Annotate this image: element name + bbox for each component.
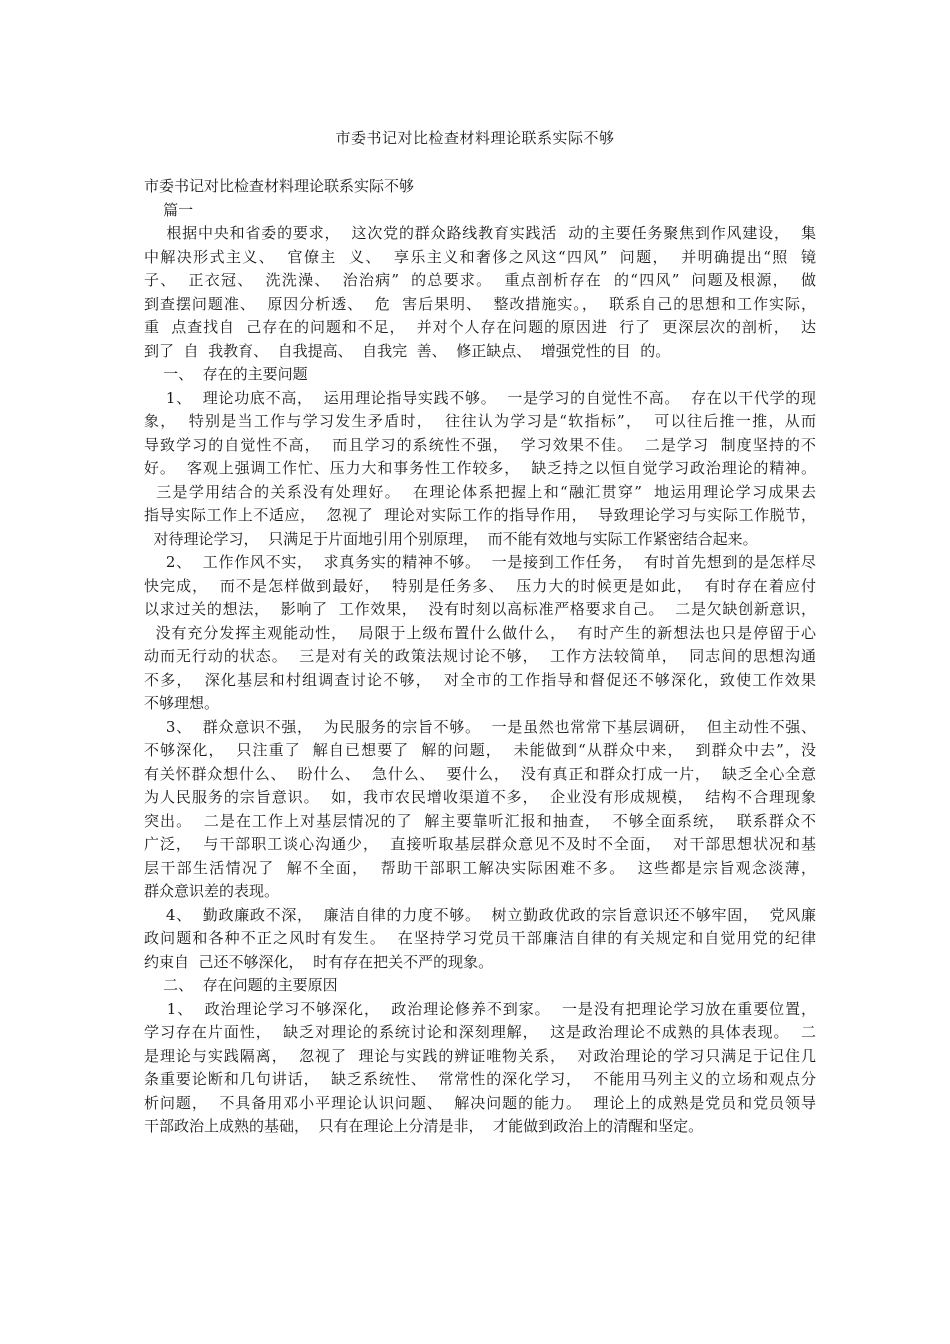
text-line: 1、 政治理论学习不够深化， 政治理论修养不到家。 一是没有把理论学习放在重要位置，	[144, 999, 816, 1018]
text-line: 子、 正衣冠、 洗洗澡、 治治病” 的总要求。 重点剖析存在 的“四风” 问题及根源， 做	[144, 271, 816, 289]
text-line: 篇一	[144, 200, 194, 219]
text-line: 重 点查找自 己存在的问题和不足， 并对个人存在问题的原因进 行了 更深层次的剖析， 达	[144, 318, 816, 336]
text-line: 学习存在片面性， 缺乏对理论的系统讨论和深刻理解， 这是政治理论不成熟的具体表现。 二	[144, 1023, 816, 1041]
text-line: 3、 群众意识不强， 为民服务的宗旨不够。 一是虽然也常常下基层调研， 但主动性不强、	[144, 717, 816, 736]
text-line: 快完成， 而不是怎样做到最好， 特别是任务多、 压力大的时候更是如此， 有时存在着应付	[144, 576, 816, 595]
text-line: 根据中央和省委的要求， 这次党的群众路线教育实践活 动的主要任务聚焦到作风建设， 集	[144, 224, 816, 242]
text-line: 突出。 二是在工作上对基层情况的了 解主要靠听汇报和抽查， 不够全面系统， 联系群众不	[144, 811, 816, 830]
text-line: 有关怀群众想什么、 盼什么、 急什么、 要什么， 没有真正和群众打成一片， 缺乏全心全意	[144, 764, 816, 783]
text-line: 对待理论学习， 只满足于片面地引用个别原理， 而不能有效地与实际工作紧密结合起来。	[144, 529, 758, 548]
text-line: 1、 理论功底不高， 运用理论指导实践不够。 一是学习的自觉性不高。 存在以干代学的现	[144, 388, 816, 407]
text-line: 导致学习的自觉性不高， 而且学习的系统性不强， 学习效果不佳。 二是学习 制度坚持的不	[144, 435, 816, 454]
text-line: 二、 存在问题的主要原因	[144, 976, 338, 994]
text-line: 市委书记对比检查材料理论联系实际不够	[144, 177, 415, 195]
text-line: 以求过关的想法， 影响了 工作效果， 没有时刻以高标准严格要求自己。 二是欠缺创新意识，	[144, 600, 816, 618]
text-line: 没有充分发挥主观能动性， 局限于上级布置什么做什么， 有时产生的新想法也只是停留于心	[144, 623, 816, 642]
text-line: 指导实际工作上不适应， 忽视了 理论对实际工作的指导作用， 导致理论学习与实际工作脱节，	[144, 506, 816, 524]
text-line: 政问题和各种不正之风时有发生。 在坚持学习党员干部廉洁自律的有关规定和自觉用党的纪律	[144, 929, 816, 947]
text-line: 条重要论断和几句讲话， 缺乏系统性、 常常性的深化学习， 不能用马列主义的立场和观点分	[144, 1070, 816, 1088]
text-line: 动而无行动的状态。 三是对有关的政策法规讨论不够， 工作方法较简单， 同志间的思想沟通	[144, 647, 816, 665]
text-line: 为人民服务的宗旨意识。 如，我市农民增收渠道不多， 企业没有形成规模， 结构不合理现象	[144, 788, 816, 806]
text-line: 象， 特别是当工作与学习发生矛盾时， 往往认为学习是“软指标”， 可以往后推一推，从而	[144, 412, 816, 430]
text-line: 不多， 深化基层和村组调查讨论不够， 对全市的工作指导和督促还不够深化，致使工作效果	[144, 670, 816, 689]
text-line: 群众意识差的表现。	[144, 882, 280, 900]
text-line: 2、 工作作风不实， 求真务实的精神不够。 一是接到工作任务， 有时首先想到的是怎样尽	[144, 553, 816, 571]
text-line: 不够理想。	[144, 694, 220, 712]
text-line: 层干部生活情况了 解不全面， 帮助干部职工解决实际困难不多。 这些都是宗旨观念淡薄，	[144, 858, 816, 877]
text-line: 三是学用结合的关系没有处理好。 在理论体系把握上和“融汇贯穿” 地运用理论学习成果去	[144, 482, 816, 501]
text-line: 广泛， 与干部职工谈心沟通少， 直接听取基层群众意见不及时不全面， 对干部思想状况和基	[144, 835, 816, 853]
text-line: 到了 自 我教育、 自我提高、 自我完 善、 修正缺点、 增强党性的目 的。	[144, 341, 671, 360]
text-line: 4、 勤政廉政不深， 廉洁自律的力度不够。 树立勤政优政的宗旨意识还不够牢固， 党风廉	[144, 905, 816, 924]
text-line: 不够深化， 只注重了 解自已想要了 解的问题， 未能做到“从群众中来， 到群众中去”，没	[144, 741, 816, 759]
text-line: 是理论与实践隔离， 忽视了 理论与实践的辨证唯物关系， 对政治理论的学习只满足于记住几	[144, 1046, 816, 1065]
text-line: 到查摆问题准、 原因分析透、 危 害后果明、 整改措施实。， 联系自己的思想和工作实际，	[144, 294, 816, 313]
text-line: 中解决形式主义、 官僚主 义、 享乐主义和奢侈之风这“四风” 问题， 并明确提出“照 镜	[144, 247, 816, 266]
text-line: 干部政治上成熟的基础， 只有在理论上分清是非， 才能做到政治上的清醒和坚定。	[144, 1117, 704, 1135]
text-line: 一、 存在的主要问题	[144, 365, 308, 383]
text-line: 析问题， 不具备用邓小平理论认识问题、 解决问题的能力。 理论上的成熟是党员和党员领导	[144, 1093, 816, 1112]
document-body	[144, 175, 816, 1139]
text-line: 好。 客观上强调工作忙、压力大和事务性工作较多， 缺乏持之以恒自觉学习政治理论的精神。	[144, 459, 816, 477]
document-title: 市委书记对比检查材料理论联系实际不够	[335, 129, 615, 147]
text-line: 约束自 己还不够深化， 时有存在把关不严的现象。	[144, 952, 494, 971]
